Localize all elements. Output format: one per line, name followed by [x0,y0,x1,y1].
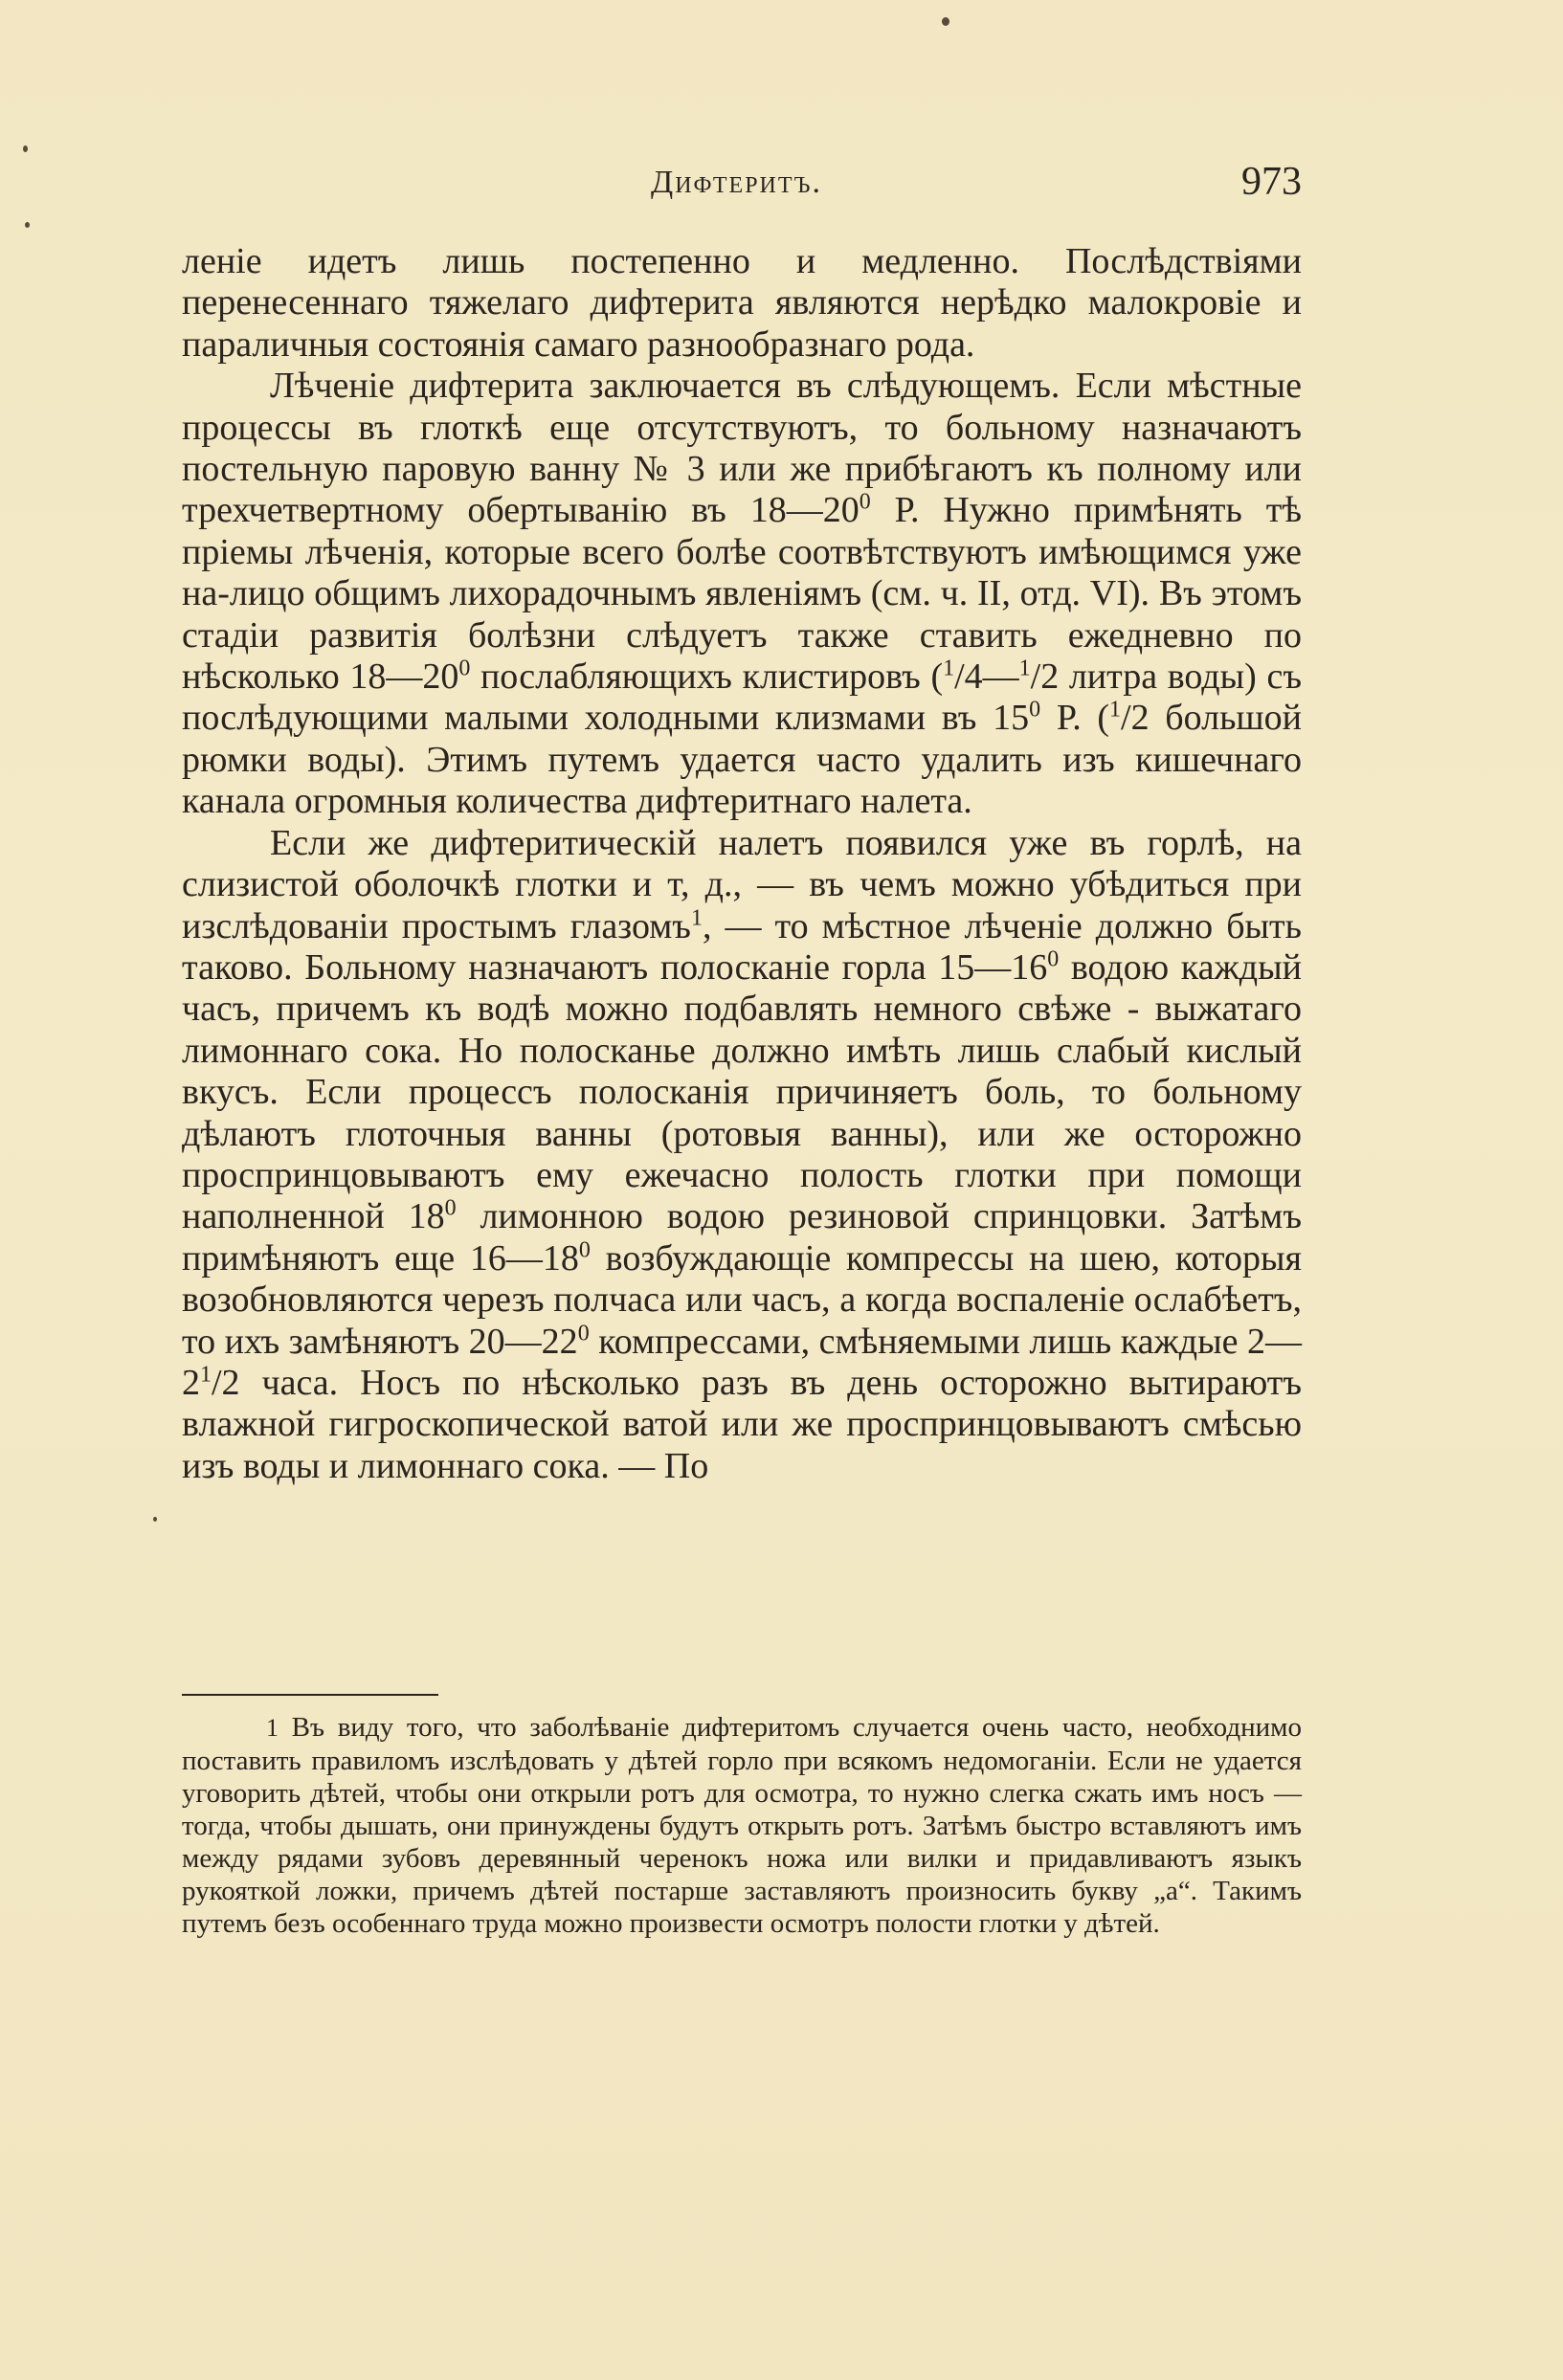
footnote-reference: 1 [690,904,703,930]
text-run: водою каждый часъ, причемъ къ водѣ можно подбавлять немного свѣже - выжатаго лимоннаго сока. Но полосканье должно имѣть лишь слабый кислый вкусъ. Если процессъ полосканія причиняетъ боль, то больному дѣлаютъ глоточныя ванны (ротовыя ванны), или же осторожно проспринцовываютъ ему ежечасно полость глотки при помощи наполненной 18 [182,946,1302,1237]
superscript: 1 [943,656,955,681]
superscript: 0 [458,656,471,681]
text-run: Если же дифтеритическій налетъ появился уже въ горлѣ, на слизистой оболочкѣ глотки и т, д., — въ чемъ можно убѣдиться при изслѣдованіи простымъ глазомъ [182,822,1302,946]
text-run: /2 большой рюмки воды). Этимъ путемъ удается часто удалить изъ кишечнаго канала огромныя количества дифтеритнаго налета. [182,698,1303,822]
paragraph [182,366,1302,822]
footnote-marker: 1 [266,1714,279,1742]
text-run: /4— [954,656,1019,698]
footnote-paragraph [182,1711,1302,1940]
text-run: /2 часа. Носъ по нѣсколько разъ въ день осторожно вытираютъ влажной гигроскопической ватой или же проспринцовываютъ смѣсью изъ воды и лимоннаго сока. — По [182,1362,1302,1486]
superscript: 1 [1018,656,1031,681]
text-run: , — то мѣстное лѣченіе должно быть таково. Больному назначаютъ полосканіе горла 15—16 [182,905,1302,988]
page-number: 973 [1241,160,1302,204]
superscript: 0 [577,1320,590,1346]
footnote-text: Въ виду того, что заболѣваніе дифтеритомъ случается очень часто, необходнимо поставить правиломъ изслѣдовать у дѣтей горло при всякомъ недомоганіи. Если не удается уговорить дѣтей, чтобы они открыли ротъ для осмотра, то нужно слегка сжать имъ носъ — тогда, чтобы дышать, они принуждены будутъ открыть ротъ. Затѣмъ быстро вставляютъ имъ между рядами зубовъ деревянный черенокъ ножа или вилки и придавливаютъ языкъ рукояткой ложки, причемъ дѣтей постарше заставляютъ произносить букву „а“. Такимъ путемъ безъ особеннаго труда можно произвести осмотръ полости глотки у дѣтей. [182,1712,1302,1939]
text-run: компрессами, смѣняемыми лишь каждые 2—2 [182,1321,1302,1403]
superscript: 0 [1029,697,1041,723]
text-run: Р. ( [1040,698,1110,739]
paragraph [182,823,1302,1488]
superscript: 0 [578,1237,591,1263]
footnote [182,1711,1302,1940]
footnote-separator [182,1694,438,1696]
main-text [182,241,1302,1487]
page-header [182,153,1302,211]
superscript: 0 [444,1195,457,1221]
text-run: послабляющихъ клистировъ ( [470,656,944,698]
superscript: 0 [1047,946,1060,972]
paper-speck [25,222,30,228]
superscript: 1 [1109,697,1122,723]
running-title: Дифтеритъ. [651,165,822,200]
superscript: 0 [859,489,871,515]
text-run: леніе идетъ лишь постепенно и медленно. Послѣдствіями перенесеннаго тяжелаго дифтерита являются нерѣдко малокровіе и параличныя состоянія самаго разнообразнаго рода. [182,241,1302,365]
paper-speck [942,17,949,26]
paper-speck [23,145,28,152]
paragraph [182,241,1302,366]
text-run: возбуждающіе компрессы на шею, которыя возобновляются черезъ полчаса или часъ, а когда воспаленіе ослабѣетъ, то ихъ замѣняютъ 20—22 [182,1237,1302,1362]
text-run: Р. Нужно примѣнять тѣ пріемы лѣченія, которые всего болѣе соотвѣтствуютъ имѣющимся уже на-лицо общимъ лихорадочнымъ явленіямъ (см. ч. II, отд. VI). Въ этомъ стадіи развитія болѣзни слѣдуетъ также ставить ежедневно по нѣсколько 18—20 [182,490,1302,698]
superscript: 1 [200,1362,212,1388]
text-run: Лѣченіе дифтерита заключается въ слѣдующемъ. Если мѣстные процессы въ глоткѣ еще отсутствуютъ, то больному назначаютъ постельную паровую ванну № 3 или же прибѣгаютъ къ полному или трехчетвертному обертыванію въ 18—20 [182,366,1302,531]
paper-speck [153,1517,157,1522]
text-run: лимонною водою резиновой спринцовки. Затѣмъ примѣняютъ еще 16—18 [182,1196,1302,1279]
text-run: /2 литра воды) съ послѣдующими малыми холодными клизмами въ 15 [182,656,1302,739]
